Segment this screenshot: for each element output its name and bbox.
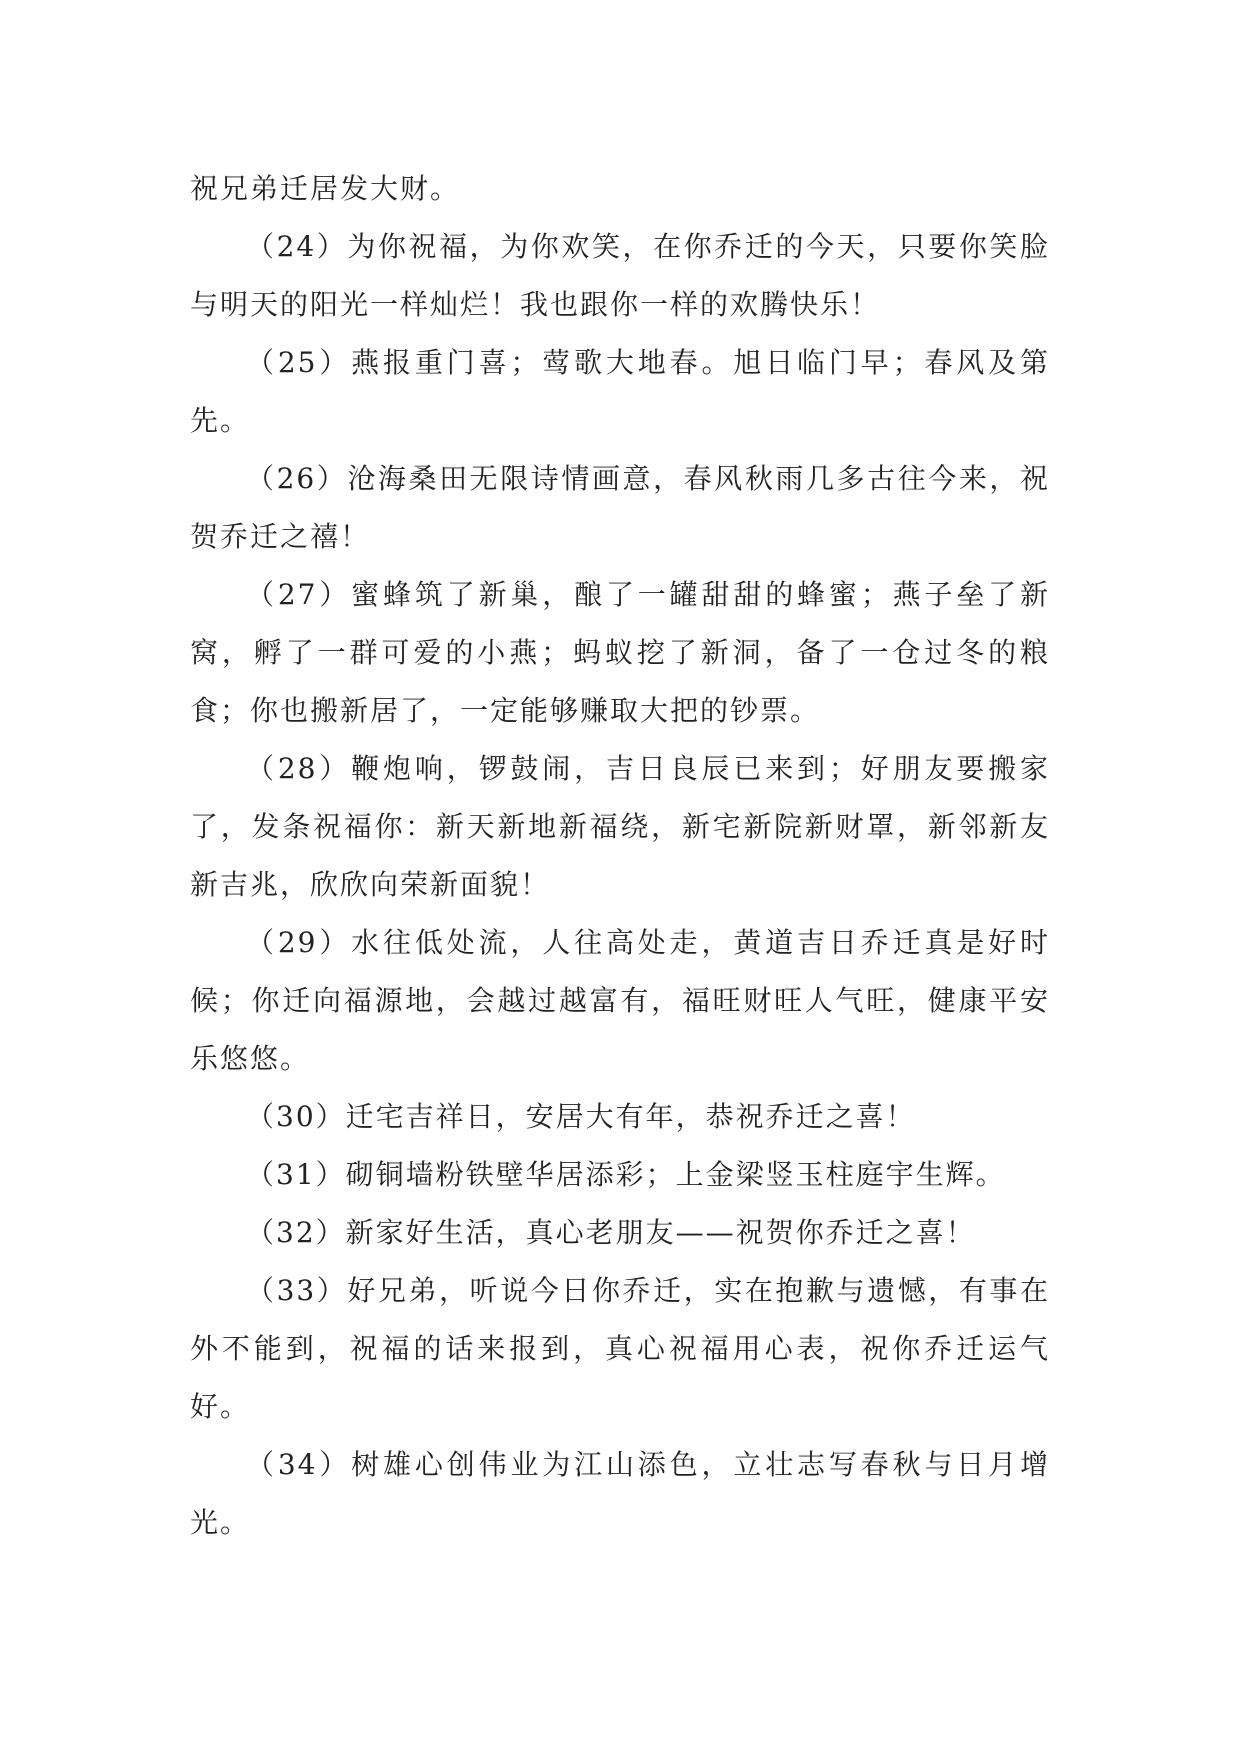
document-body bbox=[190, 160, 1050, 1552]
paragraph: （34）树雄心创伟业为江山添色，立壮志写春秋与日月增光。 bbox=[190, 1448, 1050, 1539]
paragraph: （27）蜜蜂筑了新巢，酿了一罐甜甜的蜂蜜；燕子垒了新窝，孵了一群可爱的小燕；蚂蚁挖了新洞，备了一仓过冬的粮食；你也搬新居了，一定能够赚取大把的钞票。 bbox=[190, 578, 1050, 727]
paragraph: （26）沧海桑田无限诗情画意，春风秋雨几多古往今来，祝贺乔迁之禧！ bbox=[190, 462, 1050, 553]
paragraph: 祝兄弟迁居发大财。 bbox=[190, 172, 461, 205]
paragraph: （29）水往低处流，人往高处走，黄道吉日乔迁真是好时候；你迁向福源地，会越过越富有，福旺财旺人气旺，健康平安乐悠悠。 bbox=[190, 926, 1050, 1075]
paragraph: （25）燕报重门喜；莺歌大地春。旭日临门早；春风及第先。 bbox=[190, 346, 1050, 437]
paragraph: （24）为你祝福，为你欢笑，在你乔迁的今天，只要你笑脸与明天的阳光一样灿烂！我也跟你一样的欢腾快乐！ bbox=[190, 230, 1050, 321]
paragraph: （33）好兄弟，听说今日你乔迁，实在抱歉与遗憾，有事在外不能到，祝福的话来报到，真心祝福用心表，祝你乔迁运气好。 bbox=[190, 1274, 1050, 1423]
paragraph: （32）新家好生活，真心老朋友——祝贺你乔迁之喜！ bbox=[246, 1216, 976, 1249]
paragraph: （30）迁宅吉祥日，安居大有年，恭祝乔迁之喜！ bbox=[246, 1100, 916, 1133]
paragraph: （28）鞭炮响，锣鼓闹，吉日良辰已来到；好朋友要搬家了，发条祝福你：新天新地新福绕，新宅新院新财罩，新邻新友新吉兆，欣欣向荣新面貌！ bbox=[190, 752, 1050, 901]
paragraph: （31）砌铜墙粉铁壁华居添彩；上金梁竖玉柱庭宇生辉。 bbox=[246, 1158, 1006, 1191]
